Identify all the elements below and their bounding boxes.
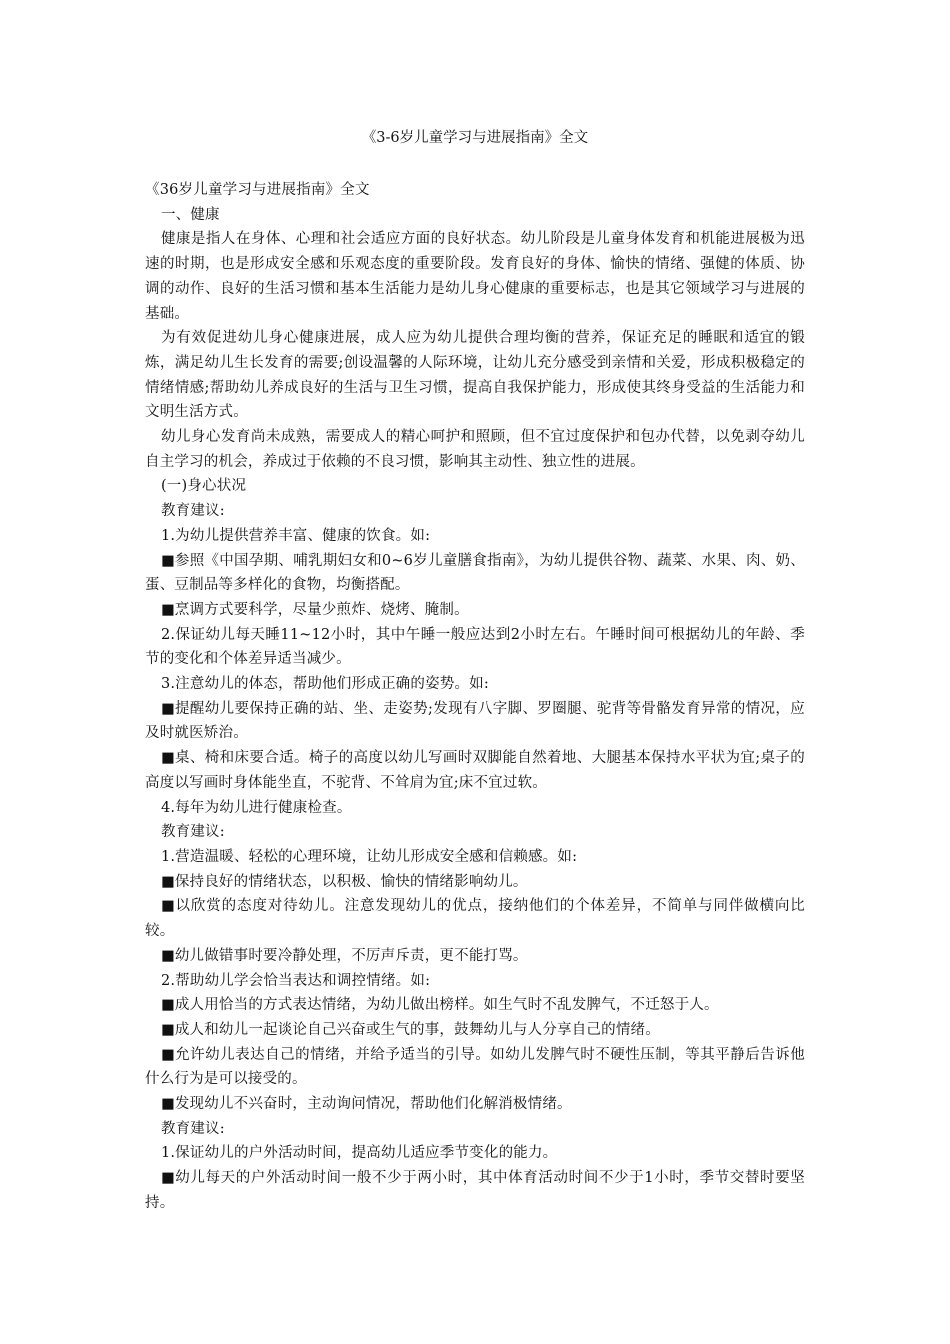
paragraph: 为有效促进幼儿身心健康进展，成人应为幼儿提供合理均衡的营养，保证充足的睡眠和适宜的锻炼，满足幼儿生长发育的需要;创设温馨的人际环境，让幼儿充分感受到亲情和关爱，形成积极稳定的情绪情感;帮助幼儿养成良好的生活与卫生习惯，提高自我保护能力，形成使其终身受益的生活能力和文明生活方式。 (145, 330, 805, 421)
advice-heading: 教育建议: (160, 503, 225, 520)
bullet-item: ■允许幼儿表达自己的情绪，并给予适当的引导。如幼儿发脾气时不硬性压制，等其平静后告诉他什么行为是可以接受的。 (145, 1046, 805, 1088)
document-body (145, 178, 805, 1216)
list-item: 4.每年为幼儿进行健康检查。 (160, 799, 352, 816)
document-title: 《3-6岁儿童学习与进展指南》全文 (361, 130, 589, 146)
list-item: 2.保证幼儿每天睡11~12小时，其中午睡一般应达到2小时左右。午睡时间可根据幼儿的年龄、季节的变化和个体差异适当减少。 (145, 626, 805, 668)
bullet-item: ■幼儿每天的户外活动时间一般不少于两小时，其中体育活动时间不少于1小时，季节交替时要坚持。 (145, 1170, 805, 1211)
list-item: 3.注意幼儿的体态，帮助他们形成正确的姿势。如: (160, 676, 489, 693)
bullet-item: ■桌、椅和床要合适。椅子的高度以幼儿写画时双脚能自然着地、大腿基本保持水平状为宜;桌子的高度以写画时身体能坐直，不驼背、不耸肩为宜;床不宜过软。 (145, 750, 805, 791)
advice-heading: 教育建议: (160, 1120, 225, 1137)
bullet-item: ■成人用恰当的方式表达情绪，为幼儿做出榜样。如生气时不乱发脾气，不迁怒于人。 (160, 997, 719, 1014)
list-item: 1.营造温暖、轻松的心理环境，让幼儿形成安全感和信赖感。如: (160, 848, 578, 865)
paragraph: 幼儿身心发育尚未成熟，需要成人的精心呵护和照顾，但不宜过度保护和包办代替，以免剥夺幼儿自主学习的机会，养成过于依赖的不良习惯，影响其主动性、独立性的进展。 (145, 429, 805, 470)
advice-heading: 教育建议: (160, 824, 225, 841)
paragraph-subtitle: 《36岁儿童学习与进展指南》全文 (145, 182, 370, 198)
bullet-item: ■幼儿做错事时要冷静处理，不厉声斥责，更不能打骂。 (160, 947, 528, 964)
bullet-item: ■提醒幼儿要保持正确的站、坐、走姿势;发现有八字脚、罗圈腿、驼背等骨骼发育异常的情况，应及时就医矫治。 (145, 700, 805, 742)
list-item: 1.保证幼儿的户外活动时间，提高幼儿适应季节变化的能力。 (160, 1145, 558, 1162)
paragraph: 健康是指人在身体、心理和社会适应方面的良好状态。幼儿阶段是儿童身体发育和机能进展极为迅速的时期，也是形成安全感和乐观态度的重要阶段。发育良好的身体、愉快的情绪、强健的体质、协调的动作、良好的生活习惯和基本生活能力是幼儿身心健康的重要标志，也是其它领域学习与进展的基础。 (145, 231, 805, 322)
bullet-item: ■发现幼儿不兴奋时，主动询问情况，帮助他们化解消极情绪。 (160, 1096, 572, 1113)
subsection-heading: (一)身心状况 (160, 478, 247, 495)
list-item: 1.为幼儿提供营养丰富、健康的饮食。如: (160, 527, 431, 544)
bullet-item: ■成人和幼儿一起谈论自己兴奋或生气的事，鼓舞幼儿与人分享自己的情绪。 (160, 1021, 660, 1038)
bullet-item: ■参照《中国孕期、哺乳期妇女和0~6岁儿童膳食指南》，为幼儿提供谷物、蔬菜、水果、肉、奶、蛋、豆制品等多样化的食物，均衡搭配。 (145, 552, 805, 594)
section-heading-health: 一、健康 (160, 206, 220, 223)
list-item: 2.帮助幼儿学会恰当表达和调控情绪。如: (160, 972, 431, 989)
bullet-item: ■烹调方式要科学，尽量少煎炸、烧烤、腌制。 (160, 601, 469, 618)
bullet-item: ■保持良好的情绪状态，以积极、愉快的情绪影响幼儿。 (160, 873, 528, 890)
bullet-item: ■以欣赏的态度对待幼儿。注意发现幼儿的优点，接纳他们的个体差异，不简单与同伴做横向比较。 (145, 898, 805, 940)
